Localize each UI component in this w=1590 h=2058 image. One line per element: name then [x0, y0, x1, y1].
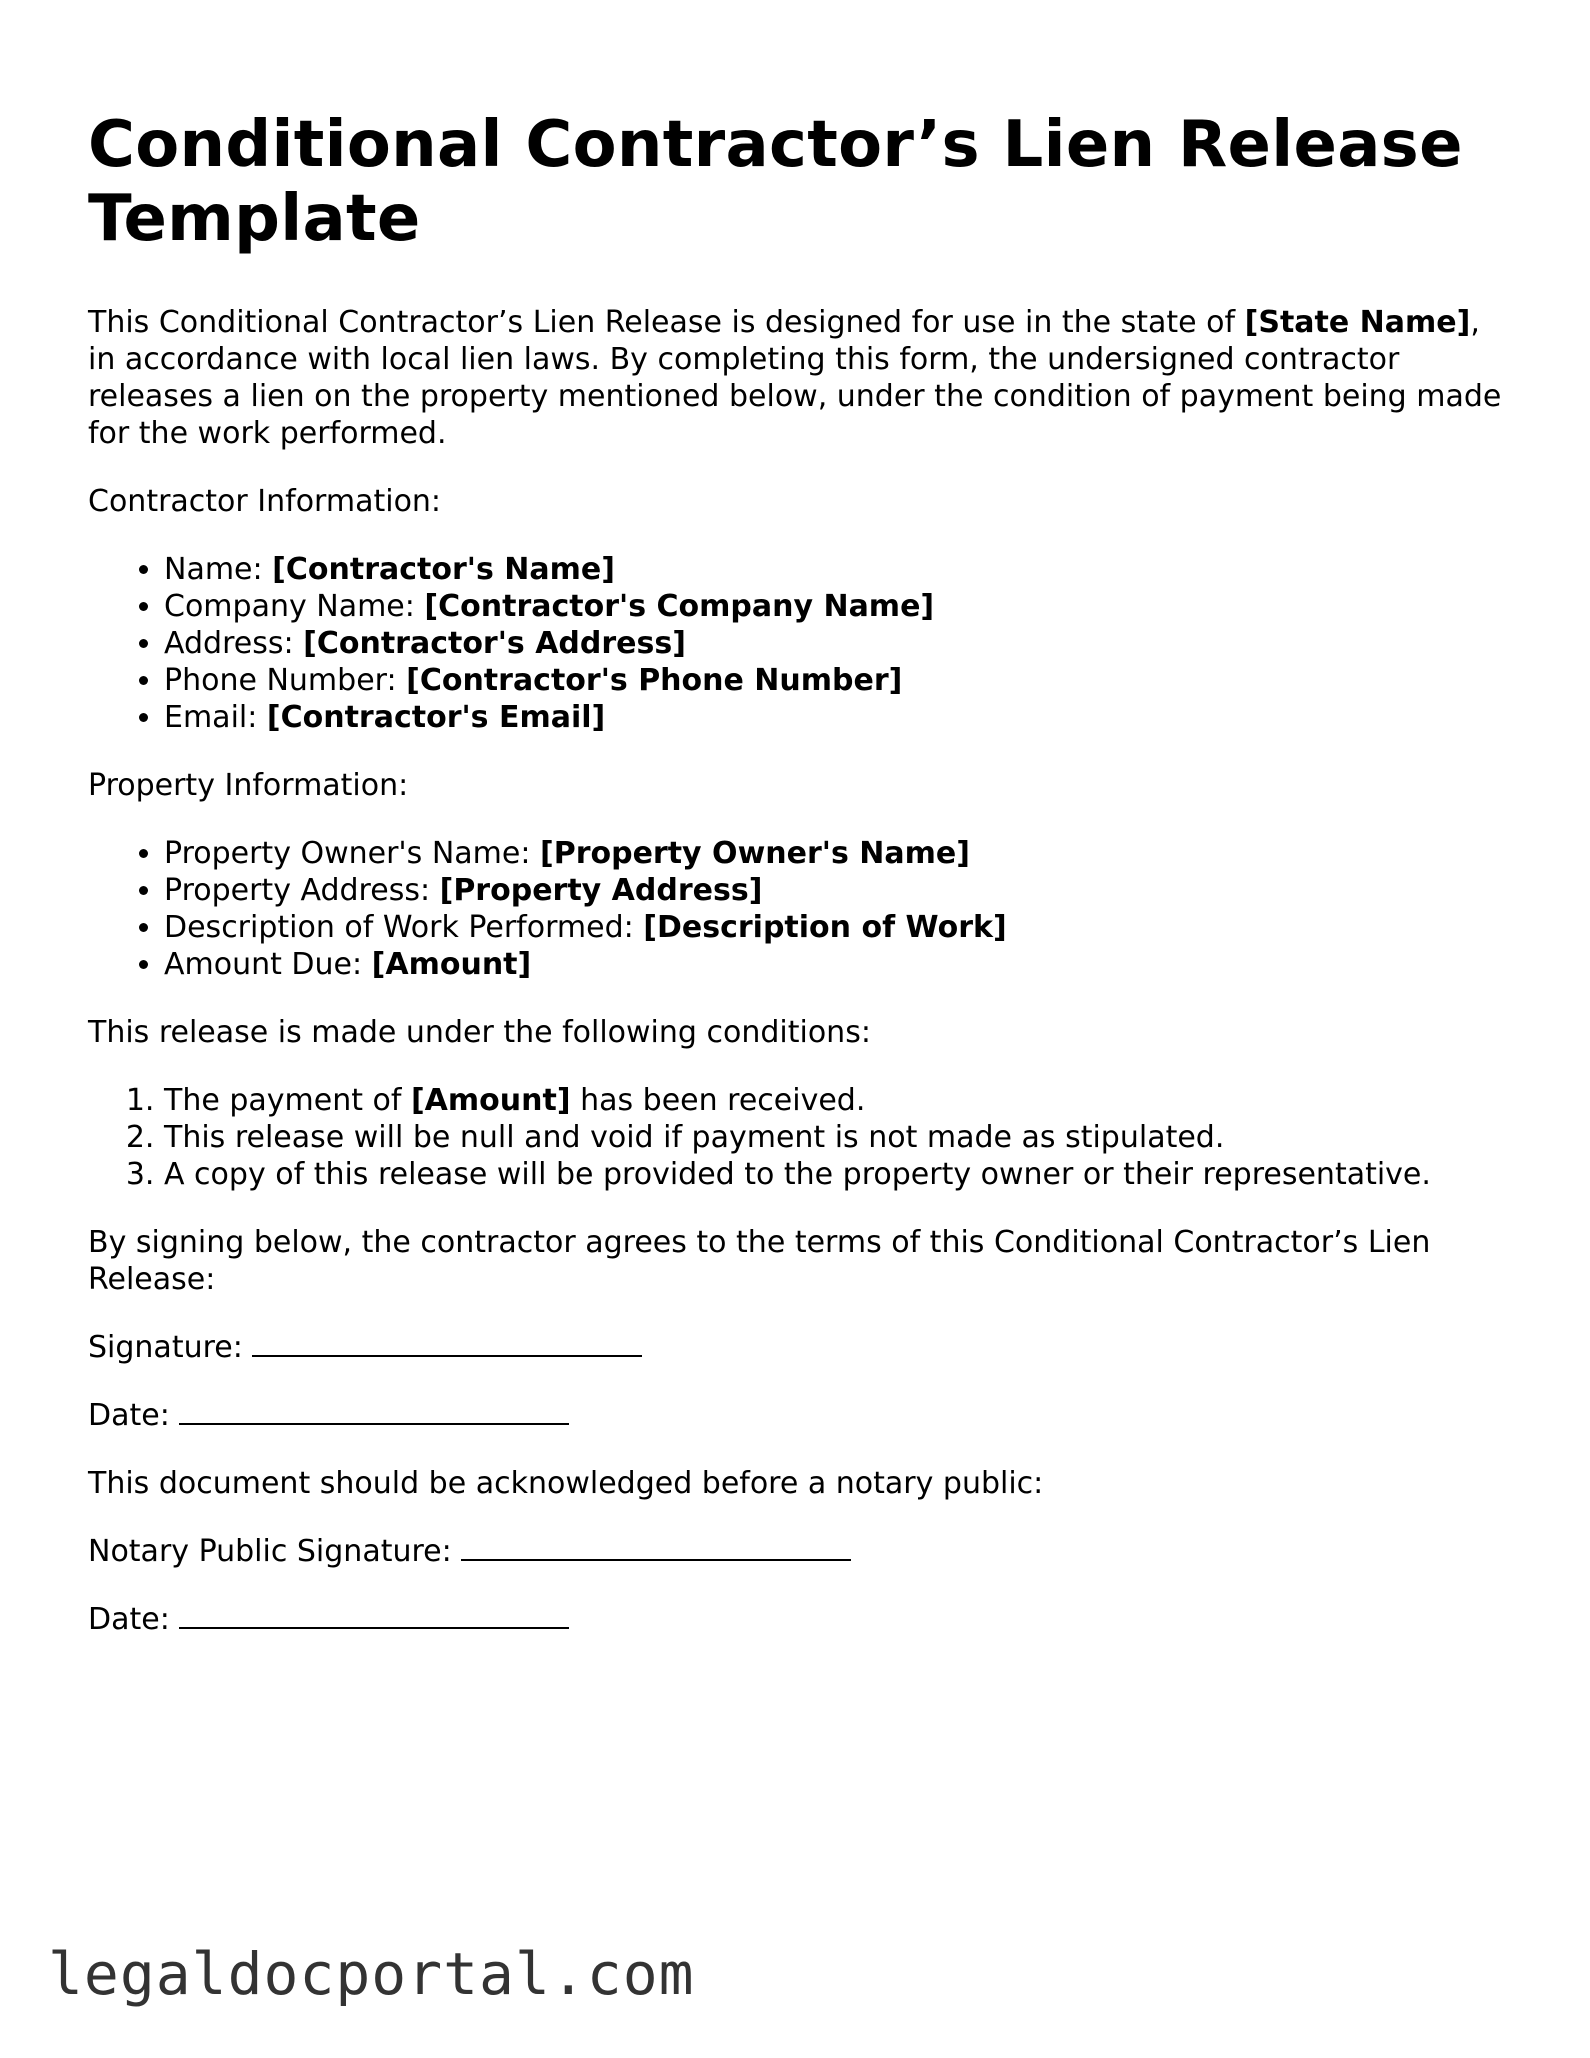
contractor-phone-label: Phone Number: — [164, 663, 407, 698]
property-owner-value: [Property Owner's Name] — [540, 836, 970, 871]
contractor-company-item — [164, 588, 1508, 625]
contractor-company-label: Company Name: — [164, 589, 425, 624]
site-watermark: legaldocportal.com — [48, 1940, 695, 2008]
contractor-address-label: Address: — [164, 626, 304, 661]
contractor-address-item — [164, 625, 1508, 662]
notary-signature-label: Notary Public Signature: — [88, 1534, 462, 1569]
property-owner-label: Property Owner's Name: — [164, 836, 540, 871]
work-description-label: Description of Work Performed: — [164, 910, 644, 945]
date-blank-1[interactable] — [179, 1397, 569, 1425]
contractor-info-heading: Contractor Information: — [88, 484, 442, 519]
contractor-info-list — [88, 551, 1508, 736]
contractor-address-value: [Contractor's Address] — [303, 626, 686, 661]
contractor-email-item — [164, 699, 1508, 736]
condition-item-2: 2. This release will be null and void if payment is not made as stipulated. — [164, 1119, 1508, 1156]
intro-text-part1: This Conditional Contractor’s Lien Release is designed for use in the state of — [88, 305, 1245, 340]
contractor-email-label: Email: — [164, 700, 267, 735]
condition-item-1 — [164, 1082, 1508, 1119]
condition-1-amount: [Amount] — [410, 1083, 571, 1118]
state-name-placeholder: [State Name] — [1244, 305, 1471, 340]
contractor-name-label: Name: — [164, 552, 273, 587]
property-address-value: [Property Address] — [439, 873, 763, 908]
condition-item-3: 3. A copy of this release will be provided to the property owner or their representative. — [164, 1156, 1508, 1193]
property-info-list — [88, 835, 1508, 983]
property-owner-item — [164, 835, 1508, 872]
date-label-1: Date: — [88, 1398, 180, 1433]
contractor-company-value: [Contractor's Company Name] — [424, 589, 935, 624]
signature-line — [88, 1329, 1508, 1366]
notary-statement: This document should be acknowledged before a notary public: — [88, 1466, 1044, 1501]
signature-label: Signature: — [88, 1330, 253, 1365]
contractor-name-item — [164, 551, 1508, 588]
date-line-1 — [88, 1397, 1508, 1434]
condition-1-text-part1: The payment of — [164, 1083, 411, 1118]
amount-due-label: Amount Due: — [164, 947, 372, 982]
agreement-paragraph: By signing below, the contractor agrees to the terms of this Conditional Contractor’s Lien Release: — [88, 1225, 1431, 1297]
conditions-heading: This release is made under the following conditions: — [88, 1015, 871, 1050]
notary-signature-blank[interactable] — [461, 1533, 851, 1561]
amount-due-value: [Amount] — [371, 947, 532, 982]
amount-due-item — [164, 946, 1508, 983]
condition-1-text-part2: has been received. — [570, 1083, 866, 1118]
document-title: Conditional Contractor’s Lien Release Template — [88, 108, 1463, 256]
contractor-name-value: [Contractor's Name] — [272, 552, 615, 587]
property-address-item — [164, 872, 1508, 909]
intro-paragraph — [88, 304, 1508, 452]
work-description-value: [Description of Work] — [643, 910, 1007, 945]
intro-text-part2: , in accordance with local lien laws. By completing this form, the undersigned contractor releases a lien on the property mentioned below, under the condition of payment being made for the work performed. — [88, 305, 1502, 451]
date-blank-2[interactable] — [179, 1601, 569, 1629]
document-page — [88, 108, 1508, 1669]
notary-signature-line — [88, 1533, 1508, 1570]
contractor-phone-value: [Contractor's Phone Number] — [406, 663, 903, 698]
contractor-phone-item — [164, 662, 1508, 699]
property-info-heading: Property Information: — [88, 768, 409, 803]
contractor-email-value: [Contractor's Email] — [266, 700, 606, 735]
conditions-list — [88, 1082, 1508, 1193]
property-address-label: Property Address: — [164, 873, 440, 908]
work-description-item — [164, 909, 1508, 946]
date-line-2 — [88, 1601, 1508, 1638]
date-label-2: Date: — [88, 1602, 180, 1637]
signature-blank[interactable] — [252, 1329, 642, 1357]
